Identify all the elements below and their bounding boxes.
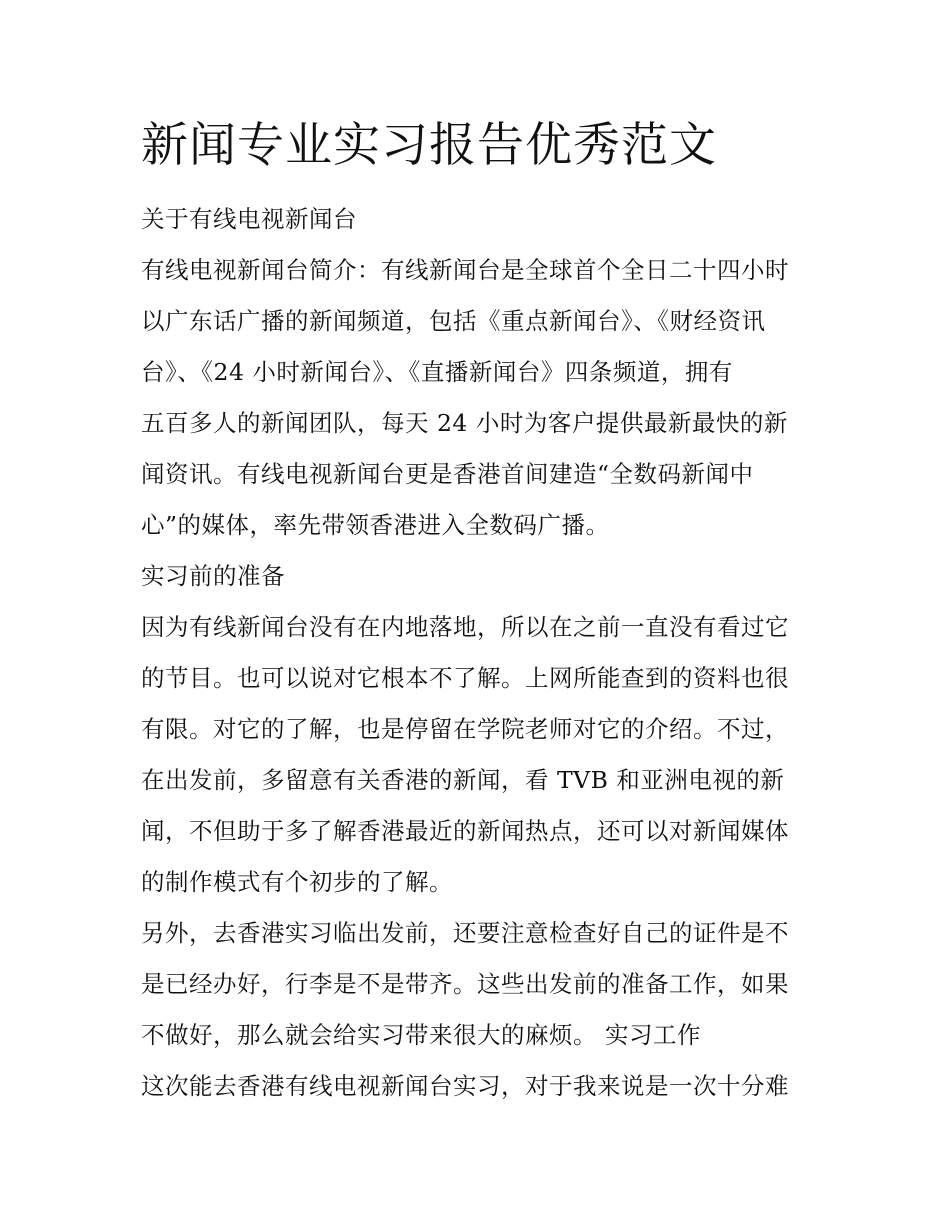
paragraph-line: 不做好，那么就会给实习带来很大的麻烦。 实习工作 [141,1021,701,1049]
paragraph-line: 有限。对它的了解，也是停留在学院老师对它的介绍。不过， [141,715,789,743]
paragraph-line: 另外，去香港实习临出发前，还要注意检查好自己的证件是不 [141,919,789,947]
paragraph-line: 在出发前，多留意有关香港的新闻，看 TVB 和亚洲电视的新 [141,766,785,794]
paragraph-line: 闻资讯。有线电视新闻台更是香港首间建造“全数码新闻中 [141,460,754,488]
paragraph-line: 台》、《24 小时新闻台》、《直播新闻台》四条频道，拥有 [141,358,733,386]
section-heading-cable-news: 关于有线电视新闻台 [141,205,357,233]
document-body [141,194,821,1112]
paragraph-line: 的制作模式有个初步的了解。 [141,868,453,896]
paragraph-line: 的节目。也可以说对它根本不了解。上网所能查到的资料也很 [141,664,789,692]
paragraph-line: 闻，不但助于多了解香港最近的新闻热点，还可以对新闻媒体 [141,817,789,845]
paragraph-line: 是已经办好，行李是不是带齐。这些出发前的准备工作，如果 [141,970,789,998]
paragraph-line: 因为有线新闻台没有在内地落地，所以在之前一直没有看过它 [141,613,789,641]
paragraph-line: 有线电视新闻台简介：有线新闻台是全球首个全日二十四小时 [141,256,789,284]
paragraph-line: 五百多人的新闻团队，每天 24 小时为客户提供最新最快的新 [141,409,788,437]
section-heading-preparation: 实习前的准备 [141,562,285,590]
paragraph-line: 心”的媒体，率先带领香港进入全数码广播。 [141,511,610,539]
paragraph-line: 以广东话广播的新闻频道，包括《重点新闻台》、《财经资讯 [141,307,766,335]
paragraph-line: 这次能去香港有线电视新闻台实习，对于我来说是一次十分难 [141,1072,789,1100]
document-title: 新闻专业实习报告优秀范文 [141,118,717,173]
document-page [141,112,821,1112]
